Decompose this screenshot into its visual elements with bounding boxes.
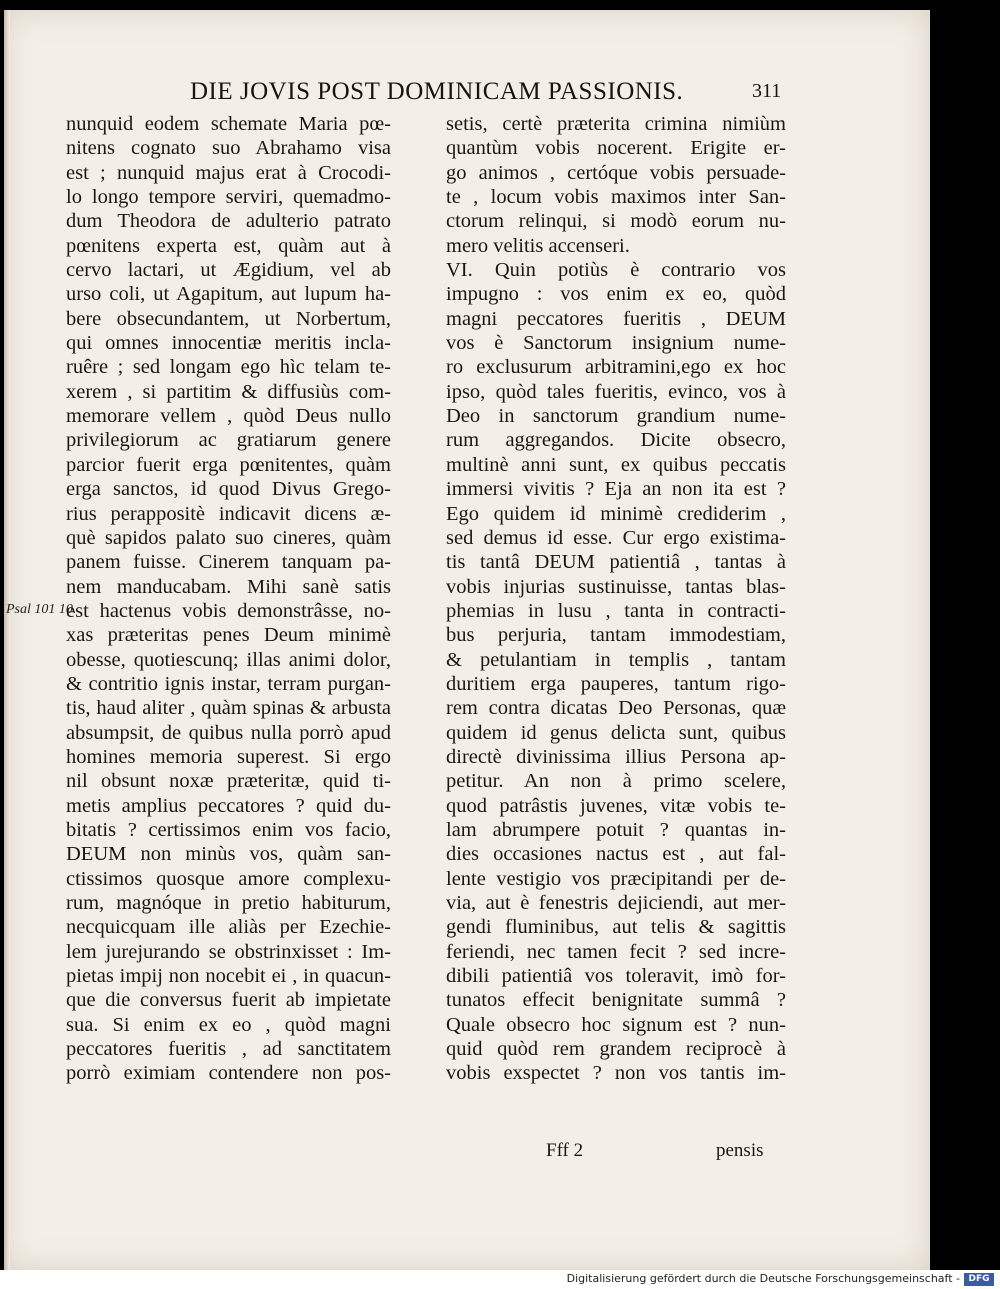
text-line: pœnitens experta est, quàm aut à (66, 234, 391, 257)
text-line: Quale obsecro hoc signum est ? nun- (446, 1013, 786, 1036)
text-line: necquicquam ille aliàs per Ezechie- (66, 916, 391, 939)
text-line: quod patrâstis juvenes, vitæ vobis te- (446, 794, 786, 817)
text-line: directè divinissima illius Persona ap- (446, 745, 786, 768)
text-line: impugno : vos enim ex eo, quòd (446, 283, 786, 306)
text-line: multinè anni sunt, ex quibus peccatis (446, 453, 786, 476)
text-line: bitatis ? certissimos enim vos facio, (66, 818, 391, 841)
text-line: feriendi, nec tamen fecit ? sed incre- (446, 940, 786, 963)
text-line: rum, magnóque in pretio habiturum, (66, 892, 391, 914)
text-line: peccatores fueritis , ad sanctitatem (66, 1038, 391, 1061)
text-line: vobis injurias sustinuisse, tantas blas- (446, 575, 786, 598)
text-line: quidem id genus delicta sunt, quibus (446, 721, 786, 744)
footer-bar (0, 1270, 1000, 1289)
text-line: ro exclusurum arbitramini,ego ex hoc (446, 356, 786, 379)
text-line: gendi fluminibus, aut telis & sagittis (446, 916, 786, 939)
page-number: 311 (752, 80, 782, 102)
text-line: ruêre ; sed longam ego hìc telam te- (66, 356, 391, 379)
text-line: phemias in lusu , tanta in contracti- (446, 599, 786, 622)
text-line: xerem , si partitim & diffusiùs com- (66, 380, 391, 403)
text-line: VI. Quin potiùs è contrario vos (446, 259, 786, 282)
text-line: te , locum vobis maximos inter San- (446, 186, 786, 209)
left-column (66, 112, 391, 1086)
text-line: ipso, quòd tales fueritis, evinco, vos à (446, 380, 786, 403)
text-line: sua. Si enim ex eo , quòd magni (66, 1013, 391, 1036)
text-line: sed demus id esse. Cur ergo existima- (446, 526, 786, 549)
text-line: go animos , certóque vobis persuade- (446, 161, 786, 184)
text-line: & contritio ignis instar, terram purgan- (66, 672, 391, 695)
text-line: porrò eximiam contendere non pos- (66, 1062, 391, 1085)
text-line: vos è Sanctorum insignium nume- (446, 332, 786, 355)
dfg-logo[interactable]: DFG (964, 1273, 994, 1286)
footer-credit: Digitalisierung gefördert durch die Deutsche Forschungsgemeinschaft - (566, 1272, 960, 1285)
text-line: duritiem erga pauperes, tantum rigo- (446, 672, 786, 695)
text-line: tis tantâ DEUM patientiâ , tantas à (446, 551, 786, 574)
text-line: bus perjuria, tantam immodestiam, (446, 624, 786, 647)
text-line: pietas impij non nocebit ei , in quacun- (66, 965, 391, 988)
text-line: rem contra dicatas Deo Personas, quæ (446, 697, 786, 720)
text-line: DEUM non minùs vos, quàm san- (66, 843, 391, 866)
text-line: ctissimos quosque amore complexu- (66, 867, 391, 890)
text-line: lam abrumpere potuit ? quantas in- (446, 818, 786, 841)
text-line: nunquid eodem schemate Maria pœ- (66, 113, 391, 135)
text-line: nil obsunt noxæ præteritæ, quid ti- (66, 770, 391, 793)
text-line: petitur. An non à primo scelere, (446, 770, 786, 793)
text-line: què sapidos palato suo cineres, quàm (66, 526, 391, 549)
text-line: erga sanctos, id quod Divus Grego- (66, 478, 391, 501)
text-line: via, aut è fenestris dejiciendi, aut mer- (446, 892, 786, 914)
text-line: panem fuisse. Cinerem tanquam pa- (66, 551, 391, 574)
text-line: ctorum relinqui, si modò eorum nu- (446, 210, 786, 233)
running-header: DIE JOVIS POST DOMINICAM PASSIONIS. (190, 78, 684, 105)
text-line: parcior fuerit erga pœnitentes, quàm (66, 453, 391, 476)
text-line: cervo lactari, ut Ægidium, vel ab (66, 259, 391, 282)
catchword: pensis (716, 1140, 764, 1161)
text-line: tunatos effecit benignitate summâ ? (446, 989, 786, 1012)
text-line: dies occasiones nactus est , aut fal- (446, 843, 786, 866)
text-line: obesse, quotiescunq; illas animi dolor, (66, 648, 391, 671)
text-line: metis amplius peccatores ? quid du- (66, 794, 391, 817)
text-line: Deo in sanctorum grandium nume- (446, 405, 786, 428)
text-line: homines memoria superest. Si ergo (66, 745, 391, 768)
text-line: memorare vellem , quòd Deus nullo (66, 405, 391, 428)
text-line: nitens cognato suo Abrahamo visa (66, 137, 391, 160)
text-line: vobis exspectet ? non vos tantis im- (446, 1062, 786, 1085)
text-line: lente vestigio vos præcipitandi per de- (446, 867, 786, 890)
text-line: nem manducabam. Mihi sanè satis (66, 575, 391, 598)
text-line: lo longo tempore serviri, quemadmo- (66, 186, 391, 209)
text-line: privilegiorum ac gratiarum genere (66, 429, 391, 452)
text-line: immersi vivitis ? Eja an non ita est ? (446, 478, 786, 501)
text-line: absumpsit, de quibus nulla porrò apud (66, 721, 391, 744)
text-line: xas præteritas penes Deum minimè (66, 624, 391, 647)
text-line: dibili patientiâ vos toleravit, imò for- (446, 965, 786, 988)
text-line: urso coli, ut Agapitum, aut lupum ha- (66, 283, 391, 306)
text-line: que die conversus fuerit ab impietate (66, 989, 391, 1012)
text-line: lem jurejurando se obstrinxisset : Im- (66, 940, 391, 963)
text-line: bere obsecundantem, ut Norbertum, (66, 307, 391, 330)
text-line: magni peccatores fueritis , DEUM (446, 307, 786, 330)
right-column (446, 112, 786, 1086)
text-line: setis, certè præterita crimina nimiùm (446, 113, 786, 135)
margin-note: Psal 101 10. (6, 602, 77, 617)
page-spine-shadow (4, 10, 10, 1270)
text-line: rius perappositè indicavit dicens æ- (66, 502, 391, 525)
text-line: est ; nunquid majus erat à Crocodi- (66, 161, 391, 184)
text-line: est hactenus vobis demonstrâsse, no- (66, 599, 391, 622)
text-line: qui omnes innocentiæ meritis incla- (66, 332, 391, 355)
text-line: rum aggregandos. Dicite obsecro, (446, 429, 786, 452)
text-line: tis, haud aliter , quàm spinas & arbusta (66, 697, 391, 720)
text-line: quid quòd rem grandem reciprocè à (446, 1038, 786, 1061)
text-line: & petulantiam in templis , tantam (446, 648, 786, 671)
text-line: mero velitis accenseri. (446, 234, 630, 257)
signature-mark: Fff 2 (546, 1140, 584, 1161)
text-line: dum Theodora de adulterio patrato (66, 210, 391, 233)
text-line: quantùm vobis nocerent. Erigite er- (446, 137, 786, 160)
scan-border (930, 0, 1000, 1270)
text-line: Ego quidem id minimè crediderim , (446, 502, 786, 525)
